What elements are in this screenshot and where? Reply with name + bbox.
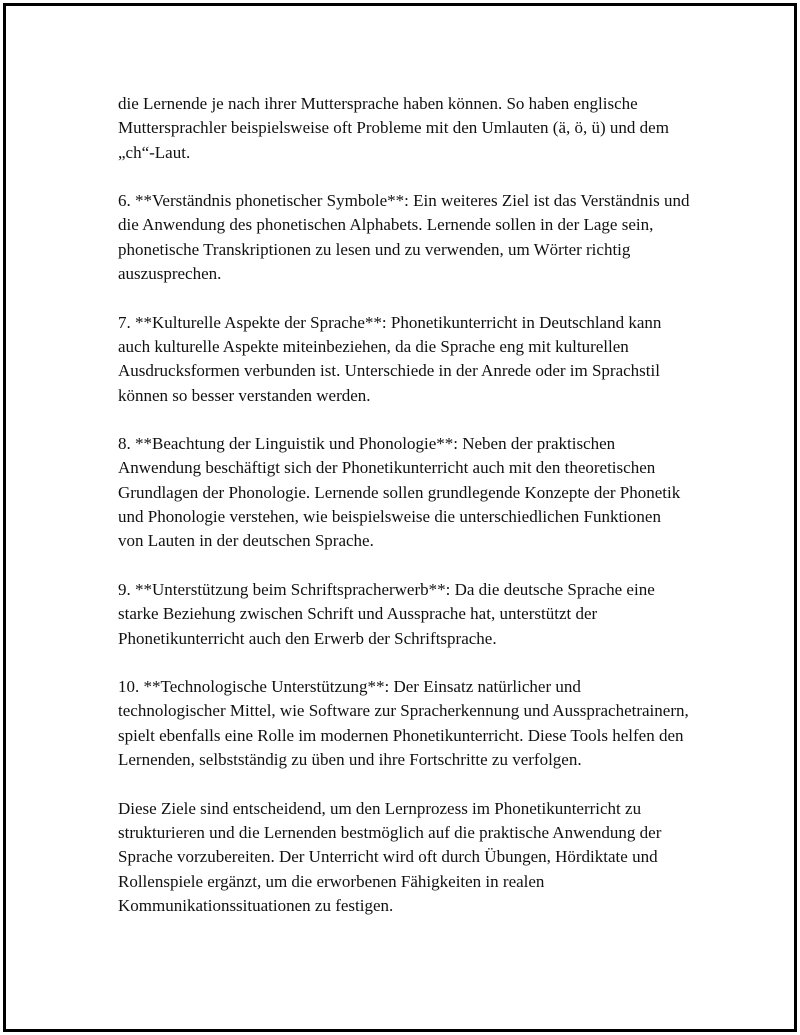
paragraph-item-6: 6. **Verständnis phonetischer Symbole**: Ein weiteres Ziel ist das Verständnis und die Anwendung des phonetischen Alphabets. Lernende sollen in der Lage sein, phonetische Transkriptionen zu lesen und zu verwenden, um Wörter richtig auszusprechen.	[118, 191, 690, 284]
paragraph-item-8: 8. **Beachtung der Linguistik und Phonologie**: Neben der praktischen Anwendung beschäftigt sich der Phonetikunterricht auch mit den theoretischen Grundlagen der Phonologie. Lernende sollen grundlegende Konzepte der Phonetik und Phonologie verstehen, wie beispielsweise die unterschiedlichen Funktionen von Lauten in der deutschen Sprache.	[118, 434, 681, 551]
paragraph-item-9: 9. **Unterstützung beim Schriftspracherwerb**: Da die deutsche Sprache eine starke Beziehung zwischen Schrift und Aussprache hat, unterstützt der Phonetikunterricht auch den Erwerb der Schriftsprache.	[118, 579, 655, 648]
paragraph-conclusion: Diese Ziele sind entscheidend, um den Lernprozess im Phonetikunterricht zu strukturieren und die Lernenden bestmöglich auf die praktische Anwendung der Sprache vorzubereiten. Der Unterricht wird oft durch Übungen, Hördiktate und Rollenspiele ergänzt, um die erworbenen Fähigkeiten in realen Kommunikationssituationen zu festigen.	[118, 798, 662, 915]
paragraph-continuation: die Lernende je nach ihrer Muttersprache haben können. So haben englische Muttersprachler beispielsweise oft Probleme mit den Umlauten (ä, ö, ü) und dem „ch“-Laut.	[118, 94, 669, 162]
document-body	[118, 92, 690, 918]
paragraph-item-7: 7. **Kulturelle Aspekte der Sprache**: Phonetikunterricht in Deutschland kann auch kulturelle Aspekte miteinbeziehen, da die Sprache eng mit kulturellen Ausdrucksformen verbunden ist. Unterschiede in der Anrede oder im Sprachstil können so besser verstanden werden.	[118, 312, 662, 405]
paragraph-item-10: 10. **Technologische Unterstützung**: Der Einsatz natürlicher und technologischer Mittel, wie Software zur Spracherkennung und Aussprachetrainern, spielt ebenfalls eine Rolle im modernen Phonetikunterricht. Diese Tools helfen den Lernenden, selbstständig zu üben und ihre Fortschritte zu verfolgen.	[118, 677, 689, 770]
